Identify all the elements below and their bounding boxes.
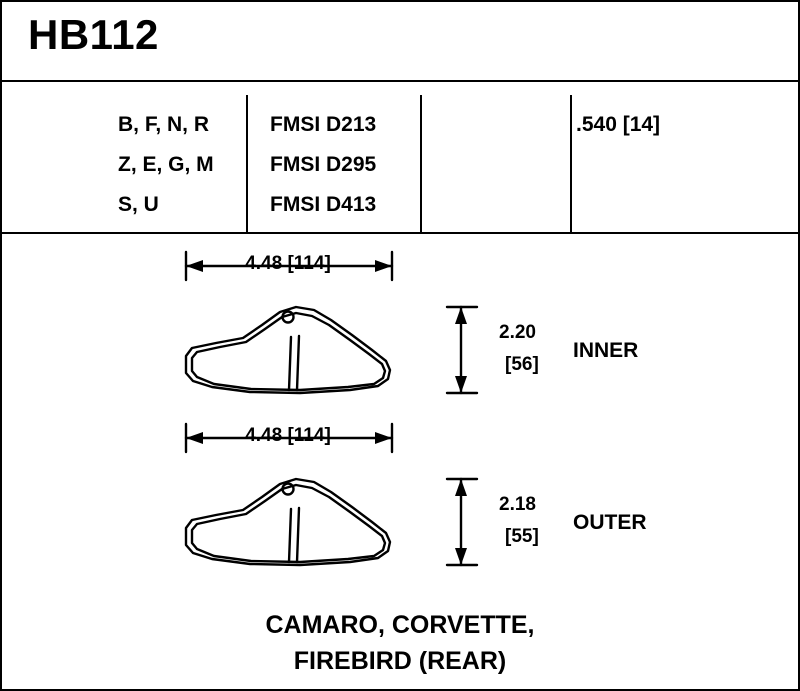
fmsi-number-row-1: FMSI D213 xyxy=(270,113,377,136)
vehicle-application xyxy=(0,608,800,679)
page-title: HB112 xyxy=(28,11,159,58)
outer-position-label: OUTER xyxy=(573,511,647,534)
inner-height-label-metric: [56] xyxy=(505,354,539,375)
outer-height-label-value: 2.18 xyxy=(499,494,536,515)
outer-height-label-metric: [55] xyxy=(505,526,539,547)
header-divider xyxy=(0,80,800,82)
border-left xyxy=(0,0,2,691)
fmsi-number-row-3: FMSI D413 xyxy=(270,193,377,216)
table-separator-2 xyxy=(420,95,422,232)
outer-height-dimension xyxy=(447,479,477,565)
inner-height-label-value: 2.20 xyxy=(499,322,536,343)
vehicle-application-line-1: CAMARO, CORVETTE, xyxy=(265,611,535,639)
vehicle-application-line-2: FIREBIRD (REAR) xyxy=(293,646,507,675)
inner-pad-outline xyxy=(186,307,390,393)
outer-width-label: 4.48 [114] xyxy=(245,425,331,446)
inner-position-label: INNER xyxy=(573,339,639,362)
table-separator-3 xyxy=(570,95,572,232)
compound-codes-row-1: B, F, N, R xyxy=(118,113,210,136)
fmsi-number-row-2: FMSI D295 xyxy=(270,153,377,176)
thickness-value: .540 [14] xyxy=(576,113,661,136)
table-divider xyxy=(0,232,800,234)
inner-width-label: 4.48 [114] xyxy=(245,253,331,274)
inner-height-dimension xyxy=(447,307,477,393)
border-top xyxy=(0,0,800,2)
compound-codes-row-2: Z, E, G, M xyxy=(118,153,214,176)
compound-codes-row-3: S, U xyxy=(118,193,159,216)
outer-pad-outline xyxy=(186,479,390,565)
table-separator-1 xyxy=(246,95,248,232)
